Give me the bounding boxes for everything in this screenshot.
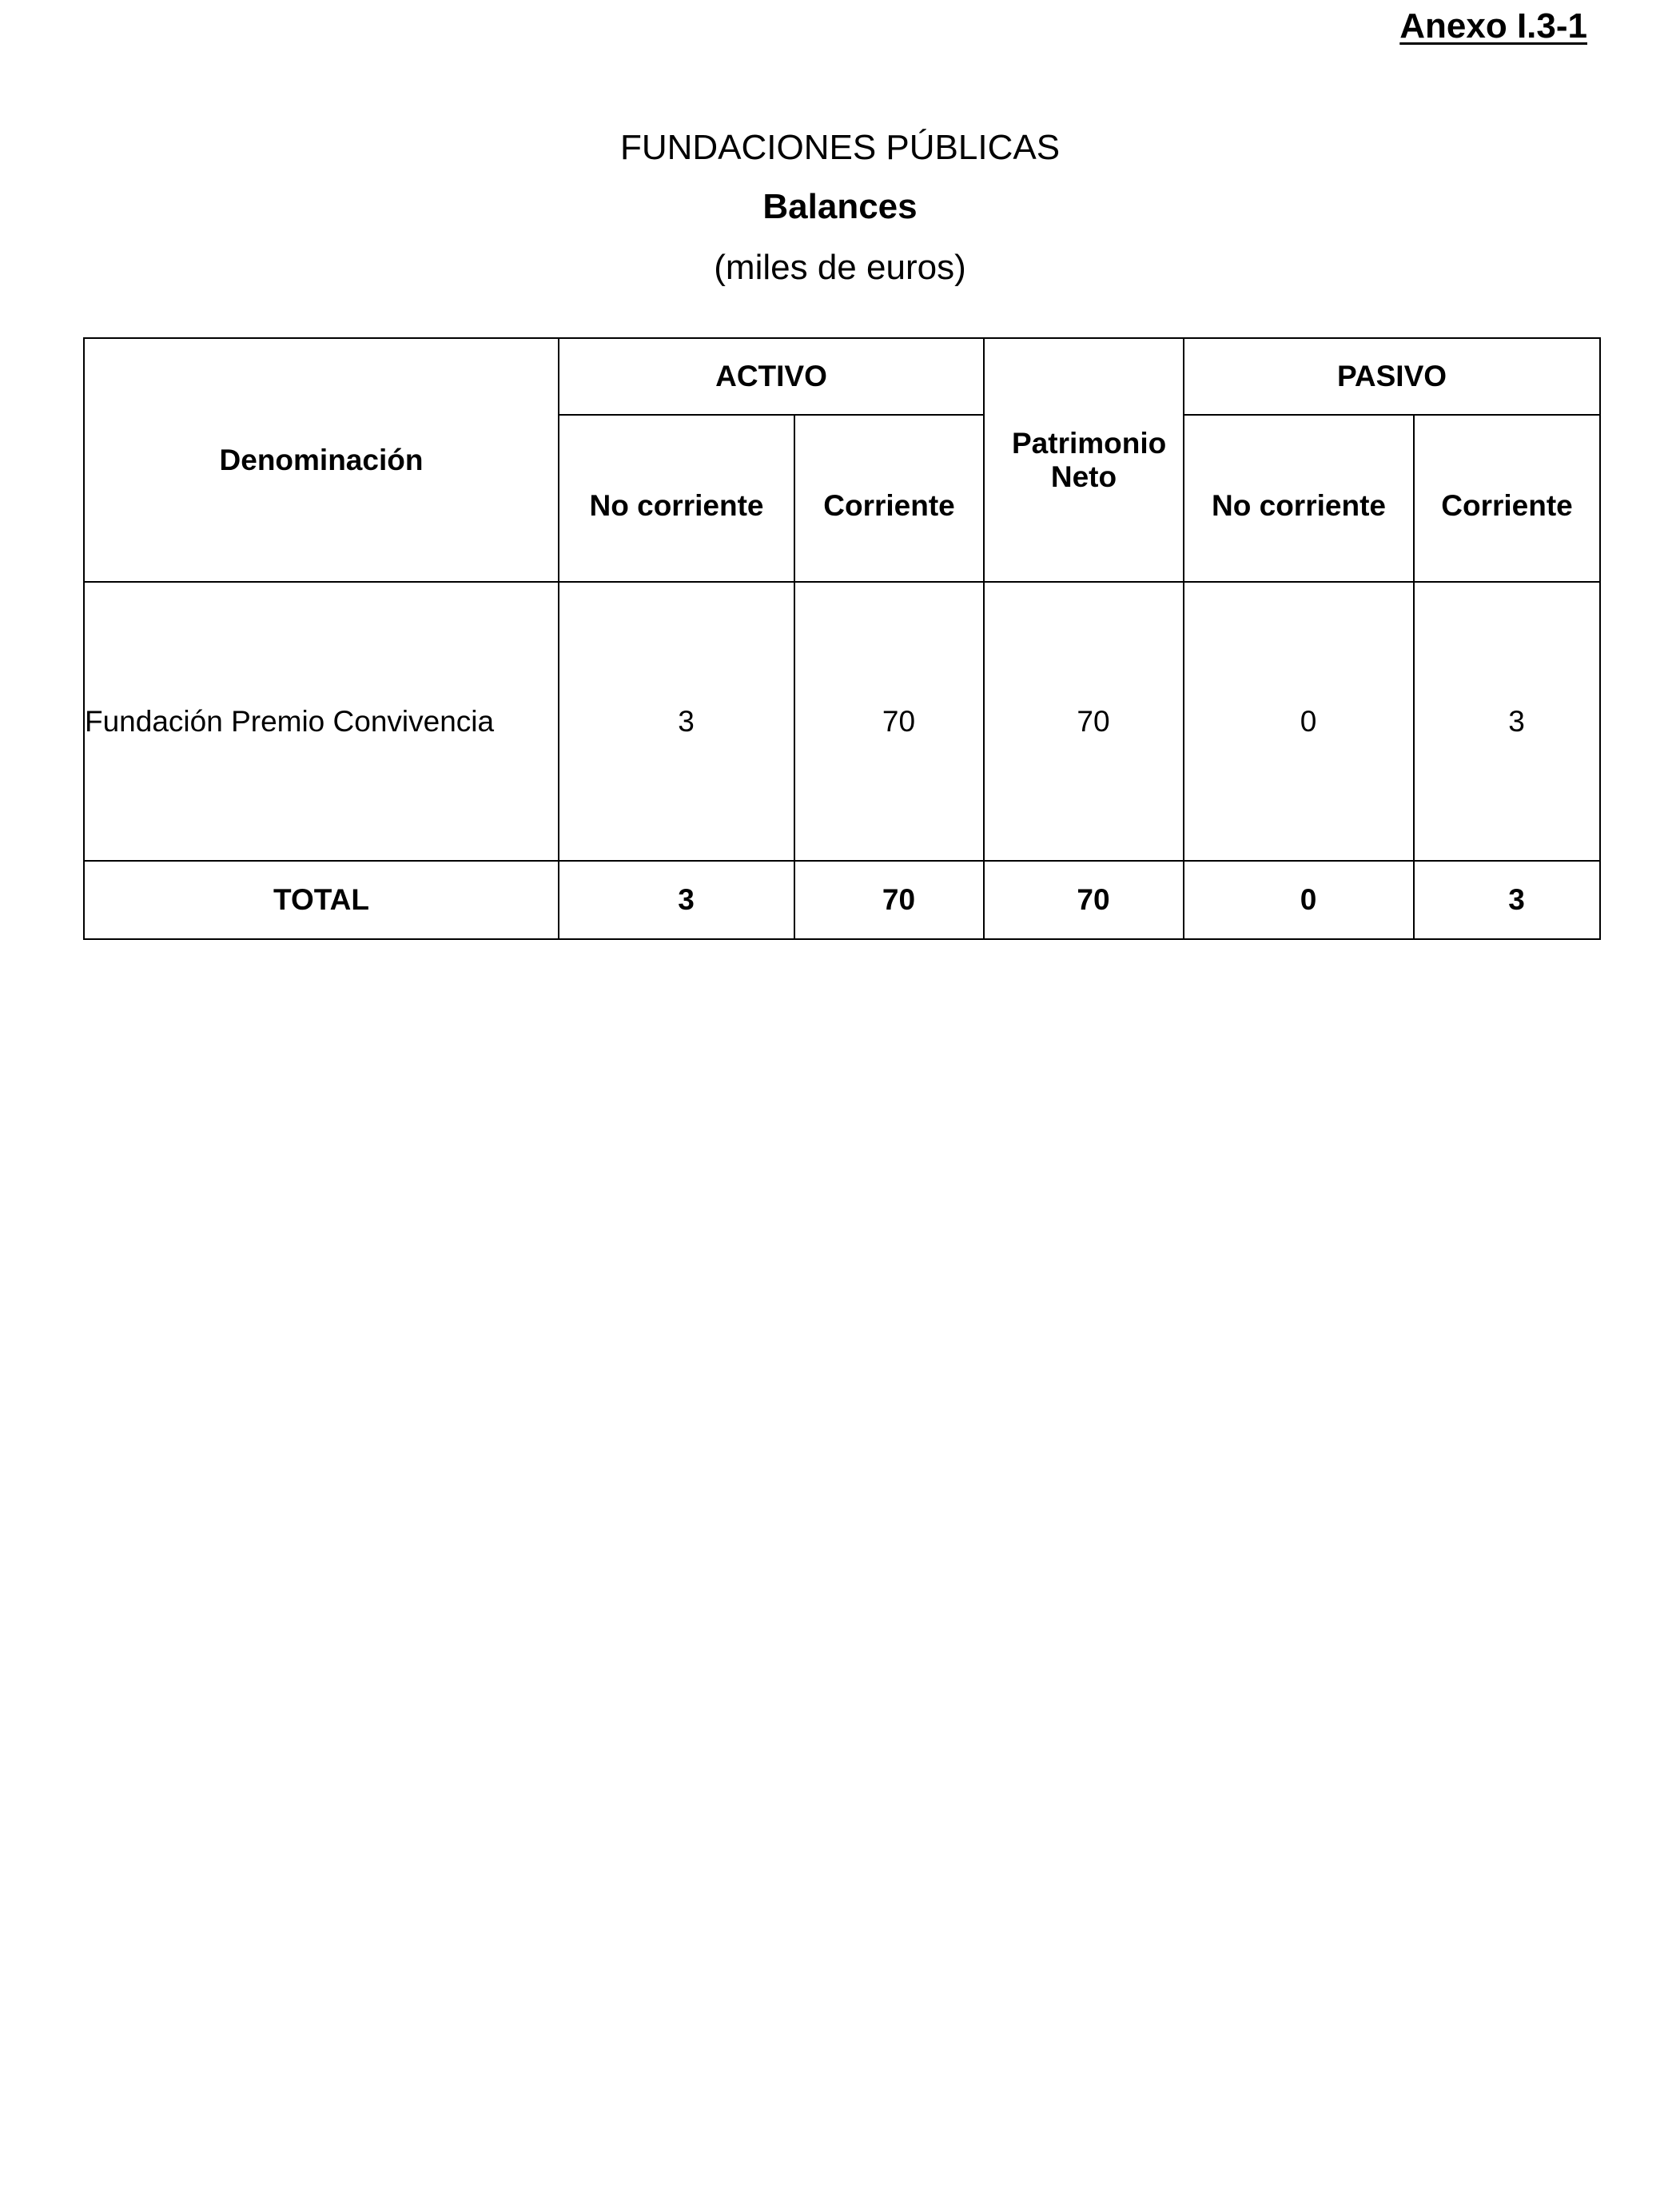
total-pasivo-corriente: 3 [1414,861,1600,939]
page-title: FUNDACIONES PÚBLICAS [619,128,1061,167]
total-pasivo-no-corriente: 0 [1184,861,1414,939]
total-activo-no-corriente: 3 [559,861,794,939]
row-activo-corriente: 70 [794,582,984,861]
annex-label: Anexo I.3-1 [1399,6,1587,46]
row-pasivo-corriente: 3 [1414,582,1600,861]
total-row [84,861,1600,939]
row-patrimonio-neto: 70 [984,582,1184,861]
header-pasivo-corriente: Corriente [1414,415,1600,582]
row-pasivo-no-corriente: 0 [1184,582,1414,861]
header-activo-no-corriente: No corriente [559,415,794,582]
row-activo-no-corriente: 3 [559,582,794,861]
balance-table [83,337,1601,940]
page-subtitle: Balances [762,187,918,226]
units-note: (miles de euros) [714,248,966,287]
row-name: Fundación Premio Convivencia [84,582,559,861]
header-pasivo-no-corriente: No corriente [1184,415,1414,582]
header-patrimonio-neto: Patrimonio Neto [984,338,1184,582]
header-row-groups [84,338,1600,415]
header-pasivo: PASIVO [1184,338,1600,415]
total-activo-corriente: 70 [794,861,984,939]
header-activo-corriente: Corriente [794,415,984,582]
header-activo: ACTIVO [559,338,984,415]
header-denominacion: Denominación [84,338,559,582]
total-patrimonio-neto: 70 [984,861,1184,939]
total-label: TOTAL [84,861,559,939]
table-row [84,582,1600,861]
